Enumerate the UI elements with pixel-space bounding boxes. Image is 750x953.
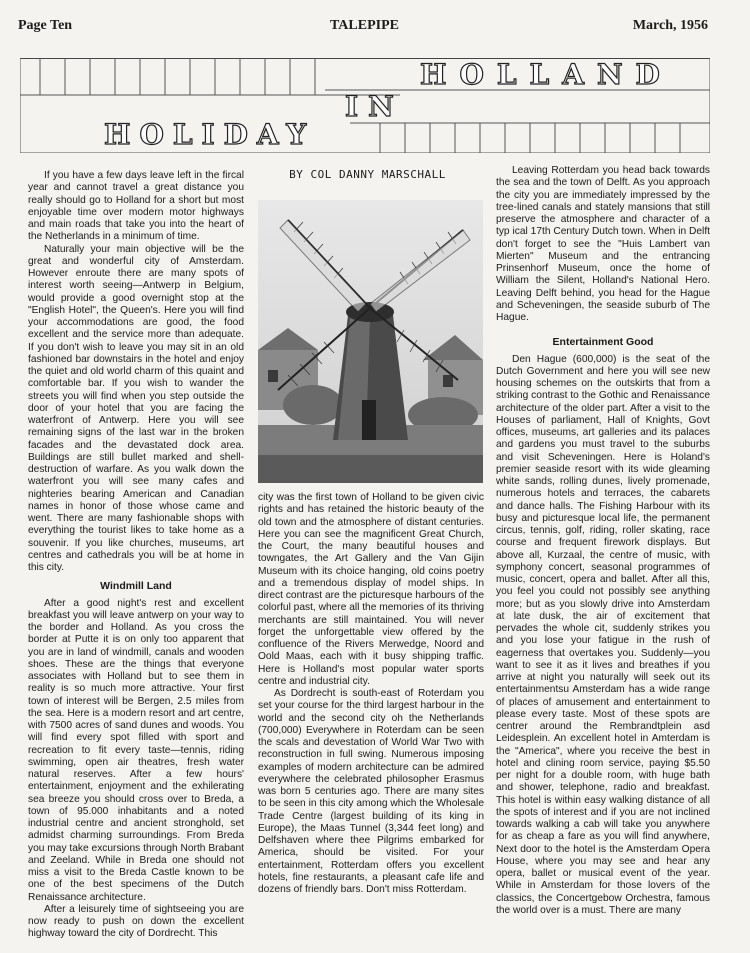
paragraph: If you have a few days leave left in the fircal year and cannot travel a great distance you really should go to Holland for a short but most enjoyable time over modern motor highways and main roads that take you into the heart of the Netherlands in a minimum of time.	[28, 170, 244, 243]
paragraph: city was the first town of Holland to be given civic rights and has retained the historic beauty of the old town and the atmosphere of distant centuries. Here you can see the magnificent Great Church, the Court, the many beautiful houses and towngates, the Art Gallery and the Van Gijin Museum with its choice hanging, old coins poetry and a tremendous display of model ships. In direct contrast are the picturesque harbours of the colorful past, where all the memories of its thriving merchants are still maintained. You will never forget the unforgettable view offered by the confluence of the Rivers Merwedge, Noord and Oold Maas, each with it busy shipping traffic. Here is Holland's most popular water sports centre and industrial city.	[258, 492, 484, 687]
banner-word-holland: HOLLAND	[420, 58, 673, 91]
byline: BY COL DANNY MARSCHALL	[289, 168, 446, 181]
issue-date: March, 1956	[632, 18, 708, 33]
banner-word-holiday: HOLIDAY	[104, 118, 316, 151]
section-heading: Entertainment Good	[552, 336, 654, 349]
section-heading: Windmill Land	[100, 580, 172, 593]
paragraph: As Dordrecht is south-east of Roterdam you set your course for the third largest harbour in the world and the second city oh the Netherlands (700,000) Everywhere in Roterdam can be seen the scals and devestation of World War Two with reconstruction in full swing. Numerous imposing examples of modern architecture can be admired everywhere the celebrated philosopher Erasmus was born 5 centuries ago. There are many sites to be seen in this city among which the Wholesale Trade Centre (largest building of its king in Europe), the Maas Tunnel (3,344 feet long) and Delfshaven where thee Pilgrims embarked for America, should be visited. For your entertainment, Rotterdam offers you excellent hotels, fine restaurants, a pleasant cafe life and dozens of friendly bars. Don't miss Rotterdam.	[258, 688, 484, 895]
paragraph: Naturally your main objective will be the great and wonderful city of Amsterdam. However enroute there are many spots of interest worth seeing—Antwerp in Belgium, would provide a good overnight stop at the "English Hotel", the Queen's. Here you will find your accommodations are good, the food excellent and the service more than adequate. If you don't wish to leave you may sit in an old fashioned bar downstairs in the hotel and enjoy the quiet and old world charm of this quaint and comfortable bar. If you wish to wander the streets you will find when you step outside the door of your hotel that you are facing the waterfront of Antwerp. Here you will see remaining signs of the last war in the broken facades and the devastated dock area. Buildings are still bullet marked and shell-destruction of warfare. As you walk down the waterfront you will see many cafes and nighteries bearing American and Canadian names in honor of those whose came and went. There are many fashionable shops with everything the tourist likes to take home as a souvenir. If you like churches, museums, art centres and cathedrals you will be at home in this city.	[28, 243, 244, 573]
article-column-2	[258, 492, 484, 896]
article-column-1	[28, 170, 244, 941]
article-column-3	[496, 165, 710, 917]
paragraph: Den Hague (600,000) is the seat of the Dutch Government and here you will see new housing schemes on the outskirts that from a striking contrast to the Gothic and Renaissance architecture of the older part. After a visit to the Houses of parliament, Hall of Knights, Govt offices, museums, art galleries and its palaces and gardens you must travel to the suburbs and visit Scheveningen. Here is Holand's premier seaside resort with its wide gleaming white sands, rolling dunes, lively promenade, numerous hotels and terraces, the cabarets and dance halls. The Fishing Harbour with its busy and picturesque local life, the permanent circus, tennis, golf, riding, roller skating, race course and frequent firework displays. But above all, Kurzaal, the centre of music, with symphony concert, seasonal programmes of music, concert, opera and ballet. After all this, you feel you could not possibly see anything more; but as you slowly drive into Amsterdam at late dusk, the air of excitement that pervades the whole cit, suddenly strikes you and you lose your fatigue in the rush of eagerness that overtakes you. Suddenly—you want to see it as it lives and breathes if you arrive at night you naturally will seek out its entertainmentsu Amsterdam has a wide range of places of amusement and entertainment to please every taste. Most of these spots are centrer around the Rembrandtplein asd Leidesplein. An excellent hotel in Amterdam is the "America", where you receive the best in hotel and clining room service, paying $5.50 per night for a double room, with huge bath and shower, telephone, radio and breakfast. This hotel is within easy walking distance of all the spots of interest and if you are not inclined towards walking a cab will take you anywhere for as cheap a fare as you will find anywhere, Next door to the hotel is the Amsterdam Opera House, where you may see and hear any opera, ballet or musical event of the year. While in Amsterdam for those lovers of the classics, the Concertgebow Orchestra, famous the world over is a must. There are many	[496, 353, 710, 916]
page-number: Page Ten	[18, 18, 73, 33]
publication-name: TALEPIPE	[330, 18, 399, 33]
paragraph: Leaving Rotterdam you head back towards the sea and the town of Delft. As you approach the city you are immediately impressed by the tree-lined canals and stately mansions that still preserve the atmosphere and character of a typ ical 17th Century Dutch town. When in Delft don't forget to see the "Huis Lambert van Mierten" Museum and the entrancing Prinsenhorf Museum, once the home of William the Silent, Holland's National Hero. Leaving Delft behind, you head for the Hague and Scheveningen, the seaside suburb of The Hague.	[496, 165, 710, 323]
page-header	[18, 18, 708, 40]
banner-word-in: IN	[345, 90, 404, 123]
windmill-photo	[258, 200, 483, 483]
paragraph: After a good night's rest and excellent breakfast you will leave antwerp on your way to the border and Holland. As you cross the border at Putte it is on only too apparent that you are in land of windmill, canals and wooden shoes. These are the things that everyone associates with Holland but to see them in reality is so much more attractive. Your first town of interest will be Bergen, 2.5 miles from the sea. Here is a modern resort and art centre, with 7500 acres of sand dunes and woods. You will find every spot filled with sport and recreation to fit every taste—tennis, riding swimming, open air theatres, fresh water natural reserves. After a few hours' entertainment, enjoyment and the exhilerating sea breeze you should cross over to Breda, a town of 95.000 inhabitants and a noted industrial centre and ancient stronghold, set admidst charming surroundings. From Breda you may take excursions through North Brabant and Zeeland. While in Breda one should not miss a visit to the Breda Castle known to be one of the best specimens of the Dutch Renaissance architecture.	[28, 597, 244, 903]
windmill-icon	[258, 200, 483, 483]
paragraph: After a leisurely time of sightseeing you are now ready to push on down the excellent highway toward the city of Dordrecht. This	[28, 903, 244, 940]
